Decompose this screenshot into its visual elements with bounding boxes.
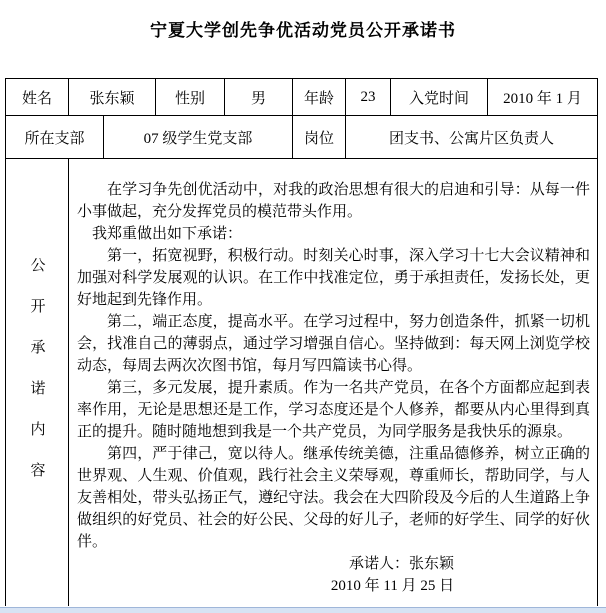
commitment-paragraph: 第四，严于律己，宽以待人。继承传统美德，注重品德修养，树立正确的世界观、人生观、价值观，践行社会主义荣辱观，尊重师长，帮助同学，与人友善相处，带头弘扬正气，遵纪守法。我会在大四阶段及今后的人生道路上争做组织的好党员、社会的好公民、父母的好儿子，老师的好学生、同学的好伙伴。	[77, 446, 591, 551]
commitment-paragraph: 在学习争先创优活动中，对我的政治思想有很大的启迪和引导：从每一件小事做起，充分发挥党员的模范带头作用。	[77, 182, 591, 221]
horizontal-scrollbar[interactable]	[0, 607, 606, 613]
age-label: 年龄	[293, 79, 346, 116]
commitment-form-table	[5, 78, 598, 606]
join-time-label: 入党时间	[391, 79, 488, 116]
name-label: 姓名	[6, 79, 69, 116]
commitment-content-cell	[69, 159, 598, 606]
post-label: 岗位	[293, 116, 346, 159]
age-value: 23	[346, 79, 391, 116]
gender-value: 男	[225, 79, 293, 116]
gender-label: 性别	[156, 79, 225, 116]
commitment-content-header	[6, 159, 69, 606]
branch-value: 07 级学生党支部	[104, 116, 293, 159]
commitment-paragraph: 第一，拓宽视野，积极行动。时刻关心时事，深入学习十七大会议精神和加强对科学发展观的认识。在工作中找准定位，勇于承担责任，发扬长处，更好地起到先锋作用。	[77, 248, 591, 309]
vertical-header-text: 公开承诺内容	[28, 256, 45, 503]
commitment-paragraph: 第三，多元发展，提升素质。作为一名共产党员，在各个方面都应起到表率作用，无论是思想还是工作，学习态度还是个人修养，都要从内心里得到真正的提升。随时随地想到我是一个共产党员，为同学服务是我快乐的源泉。	[77, 380, 591, 441]
table-row-branch-post	[6, 116, 598, 159]
name-value: 张东颖	[69, 79, 156, 116]
join-time-value: 2010 年 1 月	[488, 79, 598, 116]
page-title: 宁夏大学创先争优活动党员公开承诺书	[150, 21, 456, 40]
branch-label: 所在支部	[6, 116, 104, 159]
date-line: 2010 年 11 月 25 日	[330, 578, 455, 595]
commitment-paragraph: 第二，端正态度，提高水平。在学习过程中，努力创造条件，抓紧一切机会，找准自己的薄弱点，通过学习增强自信心。坚持做到：每天网上浏览学校动态，每周去两次次图书馆，每月写四篇读书心得。	[77, 314, 591, 375]
table-row-commitment	[6, 159, 598, 606]
table-row-basic-info	[6, 79, 598, 116]
commitment-paragraph: 我郑重做出如下承诺：	[92, 226, 243, 243]
signature-line: 承诺人：张东颖	[349, 556, 455, 573]
post-value: 团支书、公寓片区负责人	[346, 116, 598, 159]
